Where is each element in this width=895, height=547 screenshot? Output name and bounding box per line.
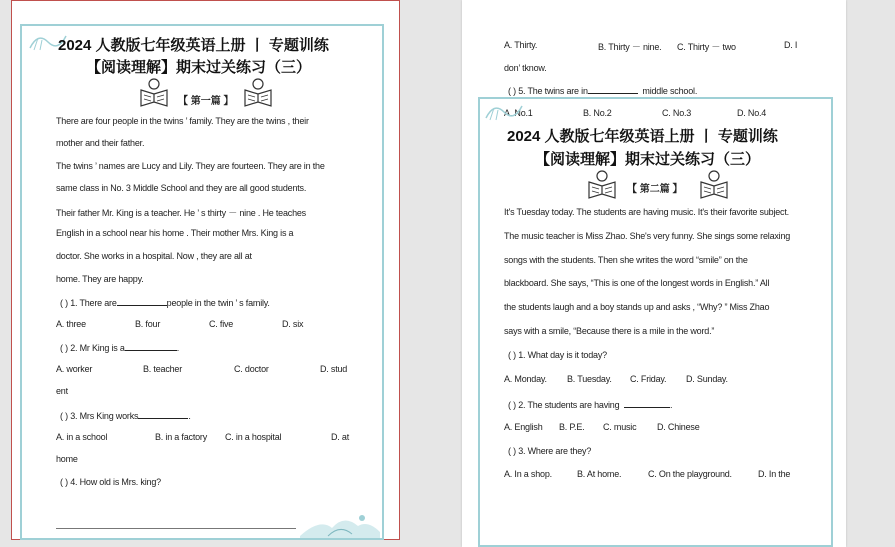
- option-b: B. teacher: [143, 364, 183, 374]
- answer-blank: [588, 84, 638, 94]
- option-a: A. Monday.: [504, 374, 547, 384]
- option-c: C. music: [603, 422, 637, 432]
- question-text: .: [188, 411, 191, 421]
- option-a: A. In a shop.: [504, 469, 552, 479]
- option-b: B. At home.: [577, 469, 622, 479]
- option-b: B. P.E.: [559, 422, 585, 432]
- answer-blank: [125, 341, 180, 353]
- passage-line: doctor. She works in a hospital. Now , they are all at: [56, 251, 252, 261]
- option-b: B. No.2: [583, 108, 612, 118]
- page-subtitle: 【阅读理解】期末过关练习（三）: [86, 59, 312, 76]
- option-d: D. No.4: [737, 108, 767, 118]
- option-a: A. No.1: [504, 108, 533, 118]
- passage-line: blackboard. She says, “This is one of the longest words in English.” All: [504, 278, 770, 288]
- question-4: ( ) 4. How old is Mrs. king?: [60, 477, 161, 487]
- option-b: B. four: [135, 319, 161, 329]
- passage-line: songs with the students. Then she writes the word “smile” on the: [504, 255, 748, 265]
- question-text: ( ) 2. The students are having: [508, 400, 620, 410]
- option-c: C. in a hospital: [225, 432, 282, 442]
- passage-line: The twins ’ names are Lucy and Lily. They are fourteen. They are in the: [56, 161, 325, 171]
- option-b: B. in a factory: [155, 432, 208, 442]
- option-a: A. three: [56, 319, 86, 329]
- reading-book-icon: [139, 76, 169, 108]
- option-c: C. doctor: [234, 364, 269, 374]
- option-d: D. I: [784, 40, 798, 50]
- option-c: C. Thirty － two: [677, 42, 736, 52]
- passage-line: English in a school near his home . Their mother Mrs. King is a: [56, 228, 294, 238]
- passage-line: It's Tuesday today. The students are having music. It's their favorite subject.: [504, 207, 789, 217]
- option-c: C. five: [209, 319, 234, 329]
- question-text: middle school.: [642, 86, 698, 96]
- option-b: B. Tuesday.: [567, 374, 612, 384]
- option-b: B. Thirty － nine.: [598, 42, 662, 52]
- answer-blank: [138, 409, 191, 421]
- page-title: 2024 人教版七年级英语上册 丨 专题训练: [58, 37, 329, 54]
- option-c: C. Friday.: [630, 374, 667, 384]
- question-text: ( ) 2. Mr King is a: [60, 343, 125, 353]
- question-text: ( ) 5. The twins are in: [508, 86, 588, 96]
- passage-line: The music teacher is Miss Zhao. She's very funny. She sings some relaxing: [504, 231, 791, 241]
- option-d: D. In the: [758, 469, 791, 479]
- question-text: ( ) 3. Mrs King works: [60, 411, 139, 421]
- question-text: .: [176, 343, 180, 353]
- option-c: C. On the playground.: [648, 469, 732, 479]
- answer-blank: [117, 296, 167, 306]
- page-title: 2024 人教版七年级英语上册 丨 专题训练: [507, 128, 778, 145]
- option-a: A. worker: [56, 364, 93, 374]
- question-3: [60, 409, 191, 421]
- question-5: [508, 84, 697, 96]
- option-d: D. at: [331, 432, 350, 442]
- passage-line: mother and their father.: [56, 138, 145, 148]
- passage-line: There are four people in the twins ’ family. They are the twins , their: [56, 116, 309, 126]
- passage-line: the students laugh and a boy stands up and asks , “Why? ” Miss Zhao: [504, 302, 770, 312]
- section-label: 【 第二篇 】: [627, 184, 683, 195]
- option-d: D. Sunday.: [686, 374, 728, 384]
- question-1: [60, 296, 270, 308]
- answer-blank: [624, 398, 673, 410]
- question-text: people in the twin ’ s family.: [166, 298, 270, 308]
- brush-decoration-icon: [484, 100, 524, 122]
- question-2: [60, 341, 179, 353]
- option-d: D. stud: [320, 364, 348, 374]
- question-3: ( ) 3. Where are they?: [508, 446, 592, 456]
- section-label: 【 第一篇 】: [178, 96, 234, 107]
- page-subtitle: 【阅读理解】期末过关练习（三）: [535, 151, 761, 168]
- option-wrap: don’ tknow.: [504, 63, 547, 73]
- option-d: D. Chinese: [657, 422, 700, 432]
- reading-book-icon: [699, 168, 729, 200]
- option-c: C. No.3: [662, 108, 692, 118]
- question-text: ( ) 1. There are: [60, 298, 117, 308]
- ink-landscape-icon: [300, 508, 380, 538]
- passage-line: home. They are happy.: [56, 274, 144, 284]
- question-text: .: [670, 400, 673, 410]
- option-a: A. English: [504, 422, 543, 432]
- passage-line: same class in No. 3 Middle School and they are all good students.: [56, 183, 307, 193]
- option-d: D. six: [282, 319, 304, 329]
- question-2: [508, 398, 672, 410]
- option-wrap: ent: [56, 386, 68, 396]
- footer-rule: [56, 528, 296, 529]
- option-a: A. in a school: [56, 432, 108, 442]
- reading-book-icon: [243, 76, 273, 108]
- option-wrap: home: [56, 454, 78, 464]
- option-a: A. Thirty.: [504, 40, 538, 50]
- passage-line: says with a smile, “Because there is a mile in the word.”: [504, 326, 715, 336]
- passage-line: Their father Mr. King is a teacher. He ’ s thirty － nine . He teaches: [56, 208, 306, 218]
- question-1: ( ) 1. What day is it today?: [508, 350, 607, 360]
- reading-book-icon: [587, 168, 617, 200]
